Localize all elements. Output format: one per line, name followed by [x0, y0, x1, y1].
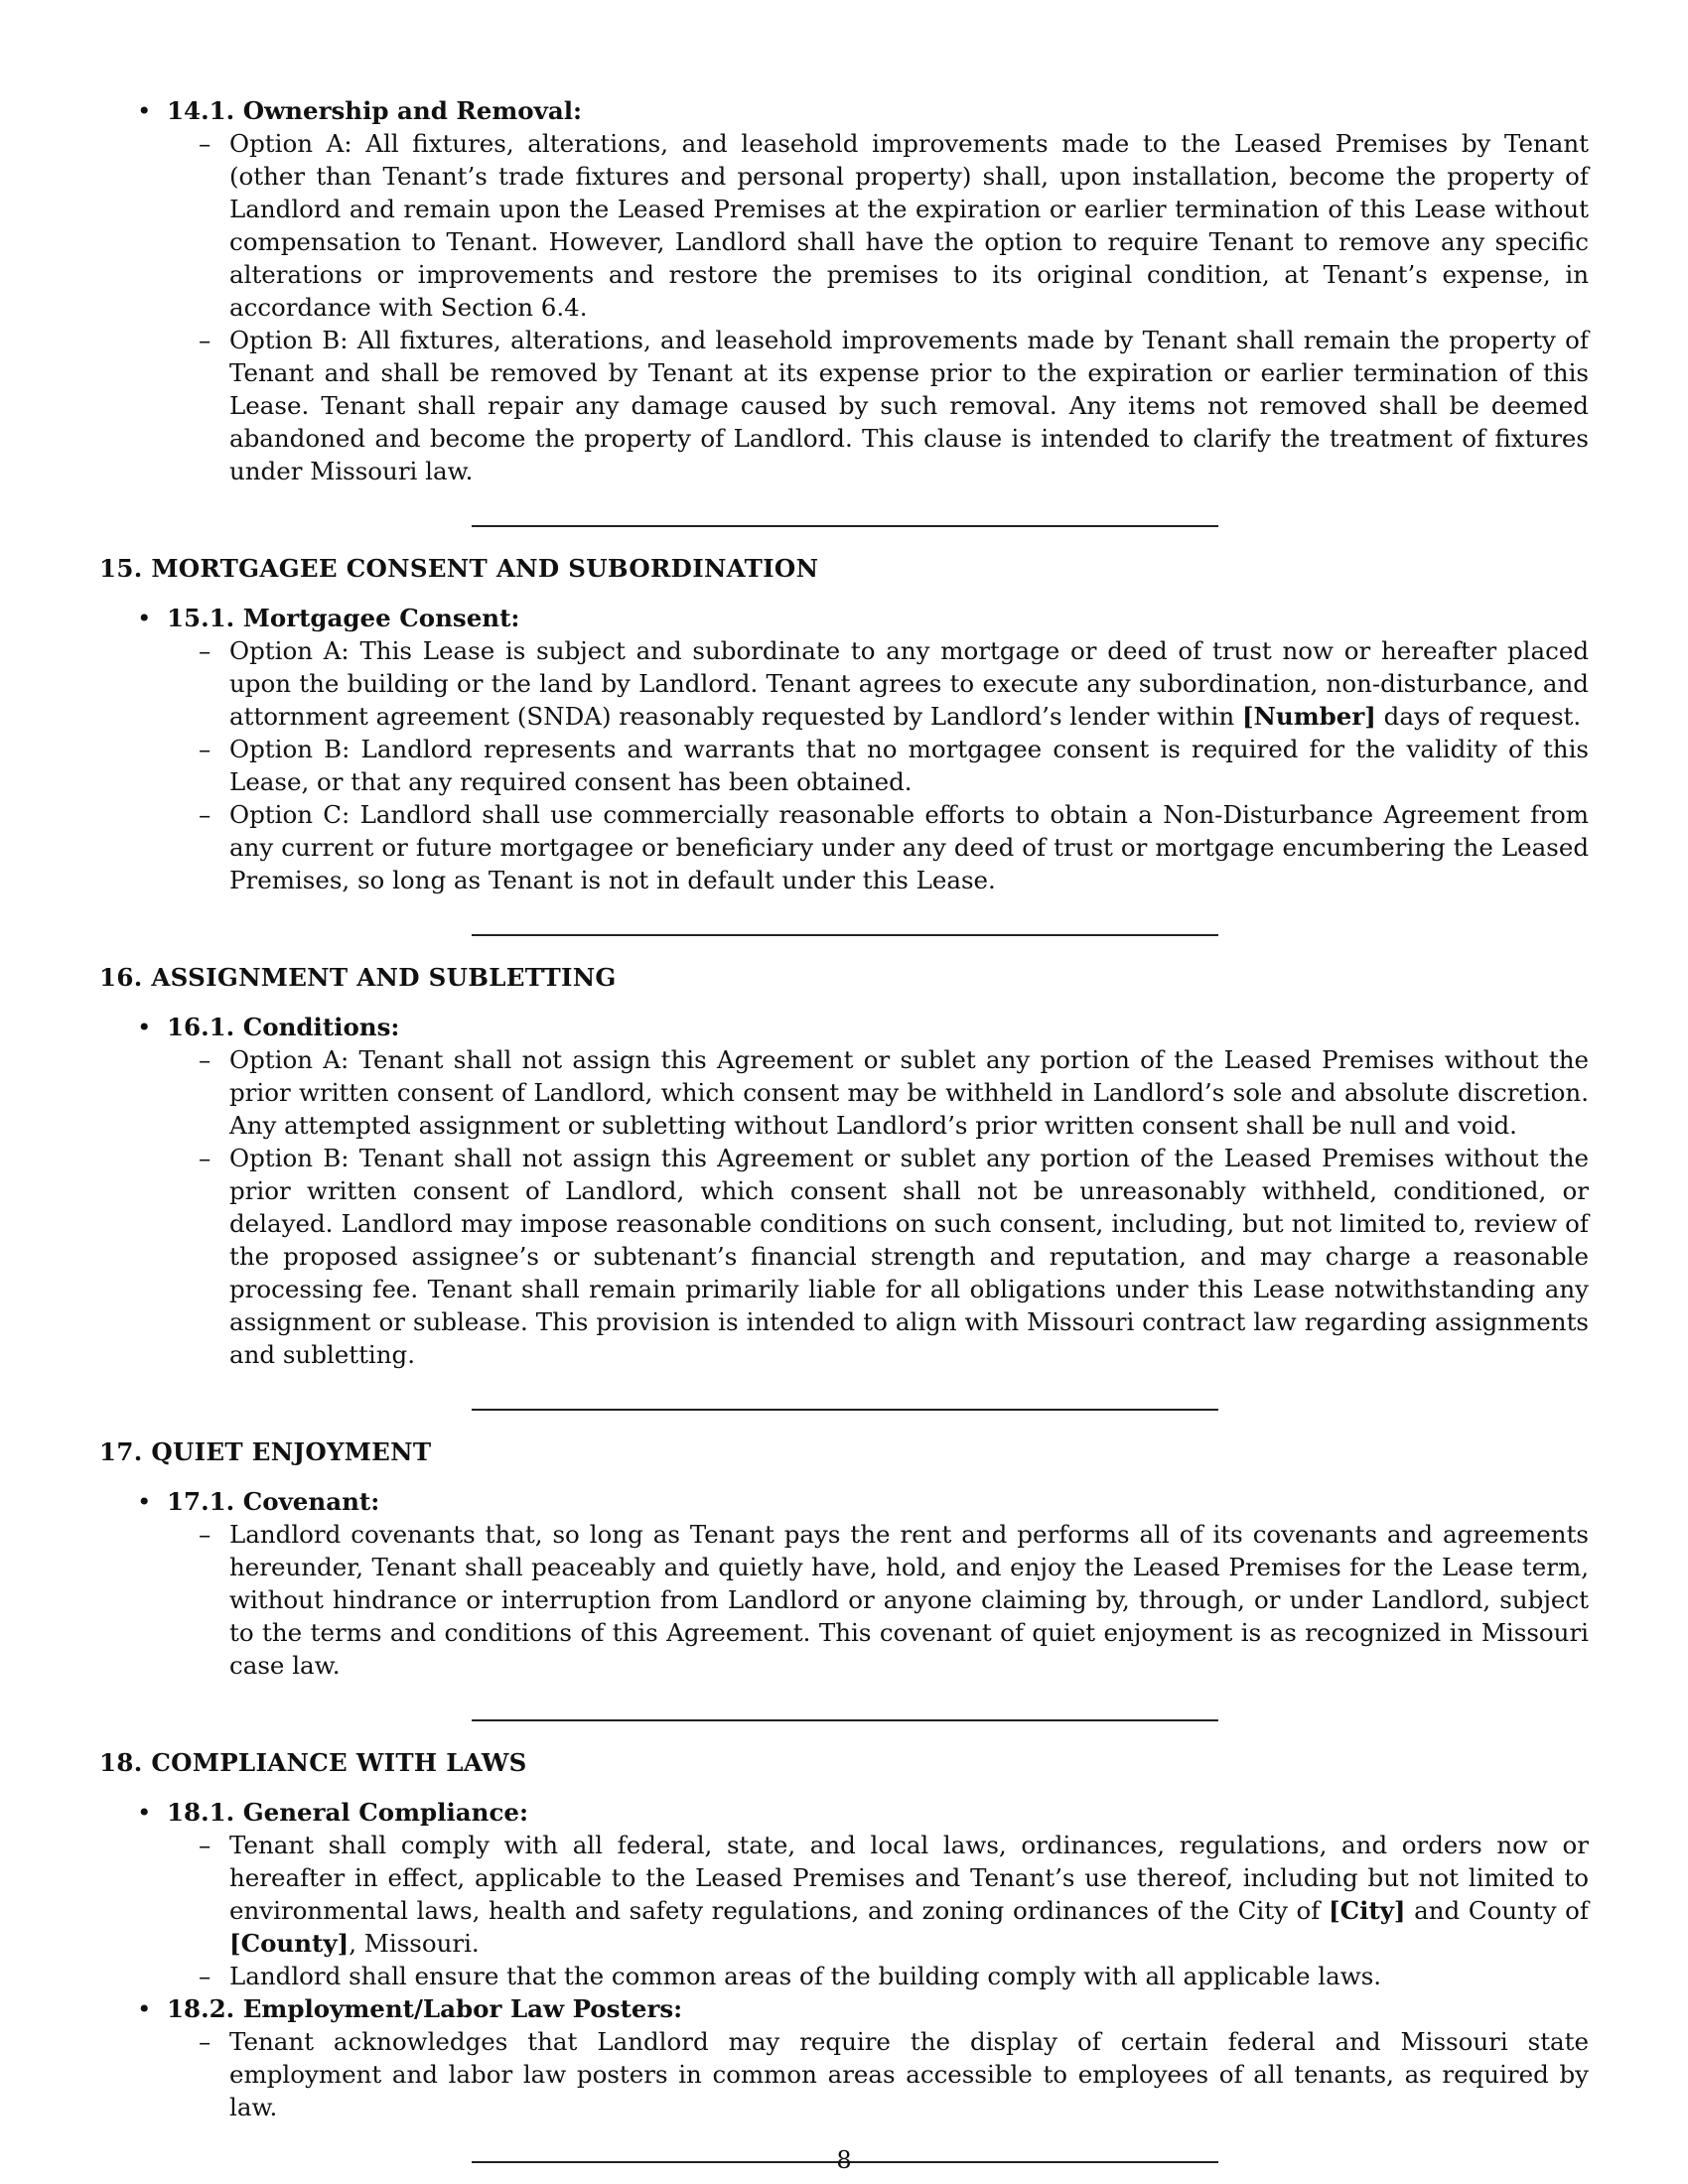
subsection-list-14 [99, 94, 1589, 487]
option-b: – Option B: Tenant shall not assign this Agreement or sublet any portion of the Leased Premises without the prior written consent of Landlord, which consent shall not be unreasonably withheld, conditioned, or delayed. Landlord may impose reasonable conditions on such consent, including, but not limited to, review of the proposed assignee’s or subtenant’s financial strength and reputation, and may charge a reasonable processing fee. Tenant shall remain primarily liable for all obligations under this Lease notwithstanding any assignment or sublease. This provision is intended to align with Missouri contract law regarding assignments and subletting. [167, 1142, 1589, 1371]
subsection-16-1 [99, 1011, 1589, 1371]
subsection-heading: • 17.1. Covenant: [167, 1487, 380, 1516]
subsection-heading: • 16.1. Conditions: [167, 1013, 400, 1041]
subsection-heading: • 18.2. Employment/Labor Law Posters: [167, 1994, 683, 2023]
subsection-list-18 [99, 1796, 1589, 2123]
subsection-14-1 [99, 94, 1589, 487]
placeholder-city: [City] [1328, 1896, 1406, 1925]
option-list [167, 634, 1589, 896]
item-text-mid: and County of [1405, 1896, 1589, 1925]
subsection-list-15 [99, 602, 1589, 896]
option-a: – Option A: Tenant shall not assign this Agreement or sublet any portion of the Leased Premises without the prior written consent of Landlord, which consent may be withheld in Landlord’s sole and absolute discretion. Any attempted assignment or subletting without Landlord’s prior written consent shall be null and void. [167, 1043, 1589, 1142]
option-c: – Option C: Landlord shall use commercially reasonable efforts to obtain a Non-Disturbance Agreement from any current or future mortgagee or beneficiary under any deed of trust or mortgage encumbering the Leased Premises, so long as Tenant is not in default under this Lease. [167, 798, 1589, 896]
poster-item: – Tenant acknowledges that Landlord may require the display of certain federal and Missouri state employment and labor law posters in common areas accessible to employees of all tenants, as required by law. [167, 2025, 1589, 2123]
section-heading-17: 17. QUIET ENJOYMENT [99, 1437, 432, 1466]
section-divider [472, 1409, 1218, 1411]
subsection-heading: • 15.1. Mortgagee Consent: [167, 604, 520, 632]
option-text: Option A: This Lease is subject and subordinate to any mortgage or deed of trust now or hereafter placed upon the building or the land by Landlord. Tenant agrees to execute any subordination, non-disturbance, and attornment agreement (SNDA) reasonably requested by Landlord’s lender within [229, 636, 1589, 731]
compliance-item-2: – Landlord shall ensure that the common areas of the building comply with all applicable laws. [167, 1960, 1589, 1992]
option-list [167, 1518, 1589, 1682]
compliance-item-1 [167, 1829, 1589, 1960]
section-heading-15: 15. MORTGAGEE CONSENT AND SUBORDINATION [99, 554, 819, 583]
section-heading-18: 18. COMPLIANCE WITH LAWS [99, 1748, 527, 1777]
subsection-heading: • 14.1. Ownership and Removal: [167, 96, 583, 125]
option-a [167, 634, 1589, 733]
subsection-15-1 [99, 602, 1589, 896]
item-text: Tenant shall comply with all federal, state, and local laws, ordinances, regulations, and orders now or hereafter in effect, applicable to the Leased Premises and Tenant’s use thereof, including but not limited to environmental laws, health and safety regulations, and zoning ordinances of the City of [229, 1831, 1589, 1925]
subsection-17-1 [99, 1485, 1589, 1682]
placeholder-county: [County] [229, 1929, 350, 1958]
document-page [99, 94, 1589, 2163]
option-b: – Option B: All fixtures, alterations, and leasehold improvements made by Tenant shall remain the property of Tenant and shall be removed by Tenant at its expense prior to the expiration or earlier termination of this Lease. Tenant shall repair any damage caused by such removal. Any items not removed shall be deemed abandoned and become the property of Landlord. This clause is intended to clarify the treatment of fixtures under Missouri law. [167, 324, 1589, 487]
option-list [167, 2025, 1589, 2123]
option-list [167, 1829, 1589, 1992]
subsection-18-1 [99, 1796, 1589, 1992]
subsection-18-2 [99, 1992, 1589, 2123]
subsection-heading: • 18.1. General Compliance: [167, 1798, 529, 1827]
section-divider [472, 525, 1218, 527]
covenant-item: – Landlord covenants that, so long as Tenant pays the rent and performs all of its covenants and agreements hereunder, Tenant shall peaceably and quietly have, hold, and enjoy the Leased Premises for the Lease term, without hindrance or interruption from Landlord or anyone claiming by, through, or under Landlord, subject to the terms and conditions of this Agreement. This covenant of quiet enjoyment is as recognized in Missouri case law. [167, 1518, 1589, 1682]
subsection-list-17 [99, 1485, 1589, 1682]
section-divider [472, 1719, 1218, 1721]
item-text-end: , Missouri. [349, 1929, 480, 1958]
option-list [167, 127, 1589, 487]
section-heading-16: 16. ASSIGNMENT AND SUBLETTING [99, 963, 617, 992]
page-number: 8 [836, 2146, 852, 2174]
option-b: – Option B: Landlord represents and warrants that no mortgagee consent is required for the validity of this Lease, or that any required consent has been obtained. [167, 733, 1589, 798]
option-text-end: days of request. [1375, 702, 1582, 731]
option-a: – Option A: All fixtures, alterations, and leasehold improvements made to the Leased Premises by Tenant (other than Tenant’s trade fixtures and personal property) shall, upon installation, become the property of Landlord and remain upon the Leased Premises at the expiration or earlier termination of this Lease without compensation to Tenant. However, Landlord shall have the option to require Tenant to remove any specific alterations or improvements and restore the premises to its original condition, at Tenant’s expense, in accordance with Section 6.4. [167, 127, 1589, 324]
option-list [167, 1043, 1589, 1371]
section-divider [472, 934, 1218, 936]
placeholder-number: [Number] [1241, 702, 1376, 731]
subsection-list-16 [99, 1011, 1589, 1371]
